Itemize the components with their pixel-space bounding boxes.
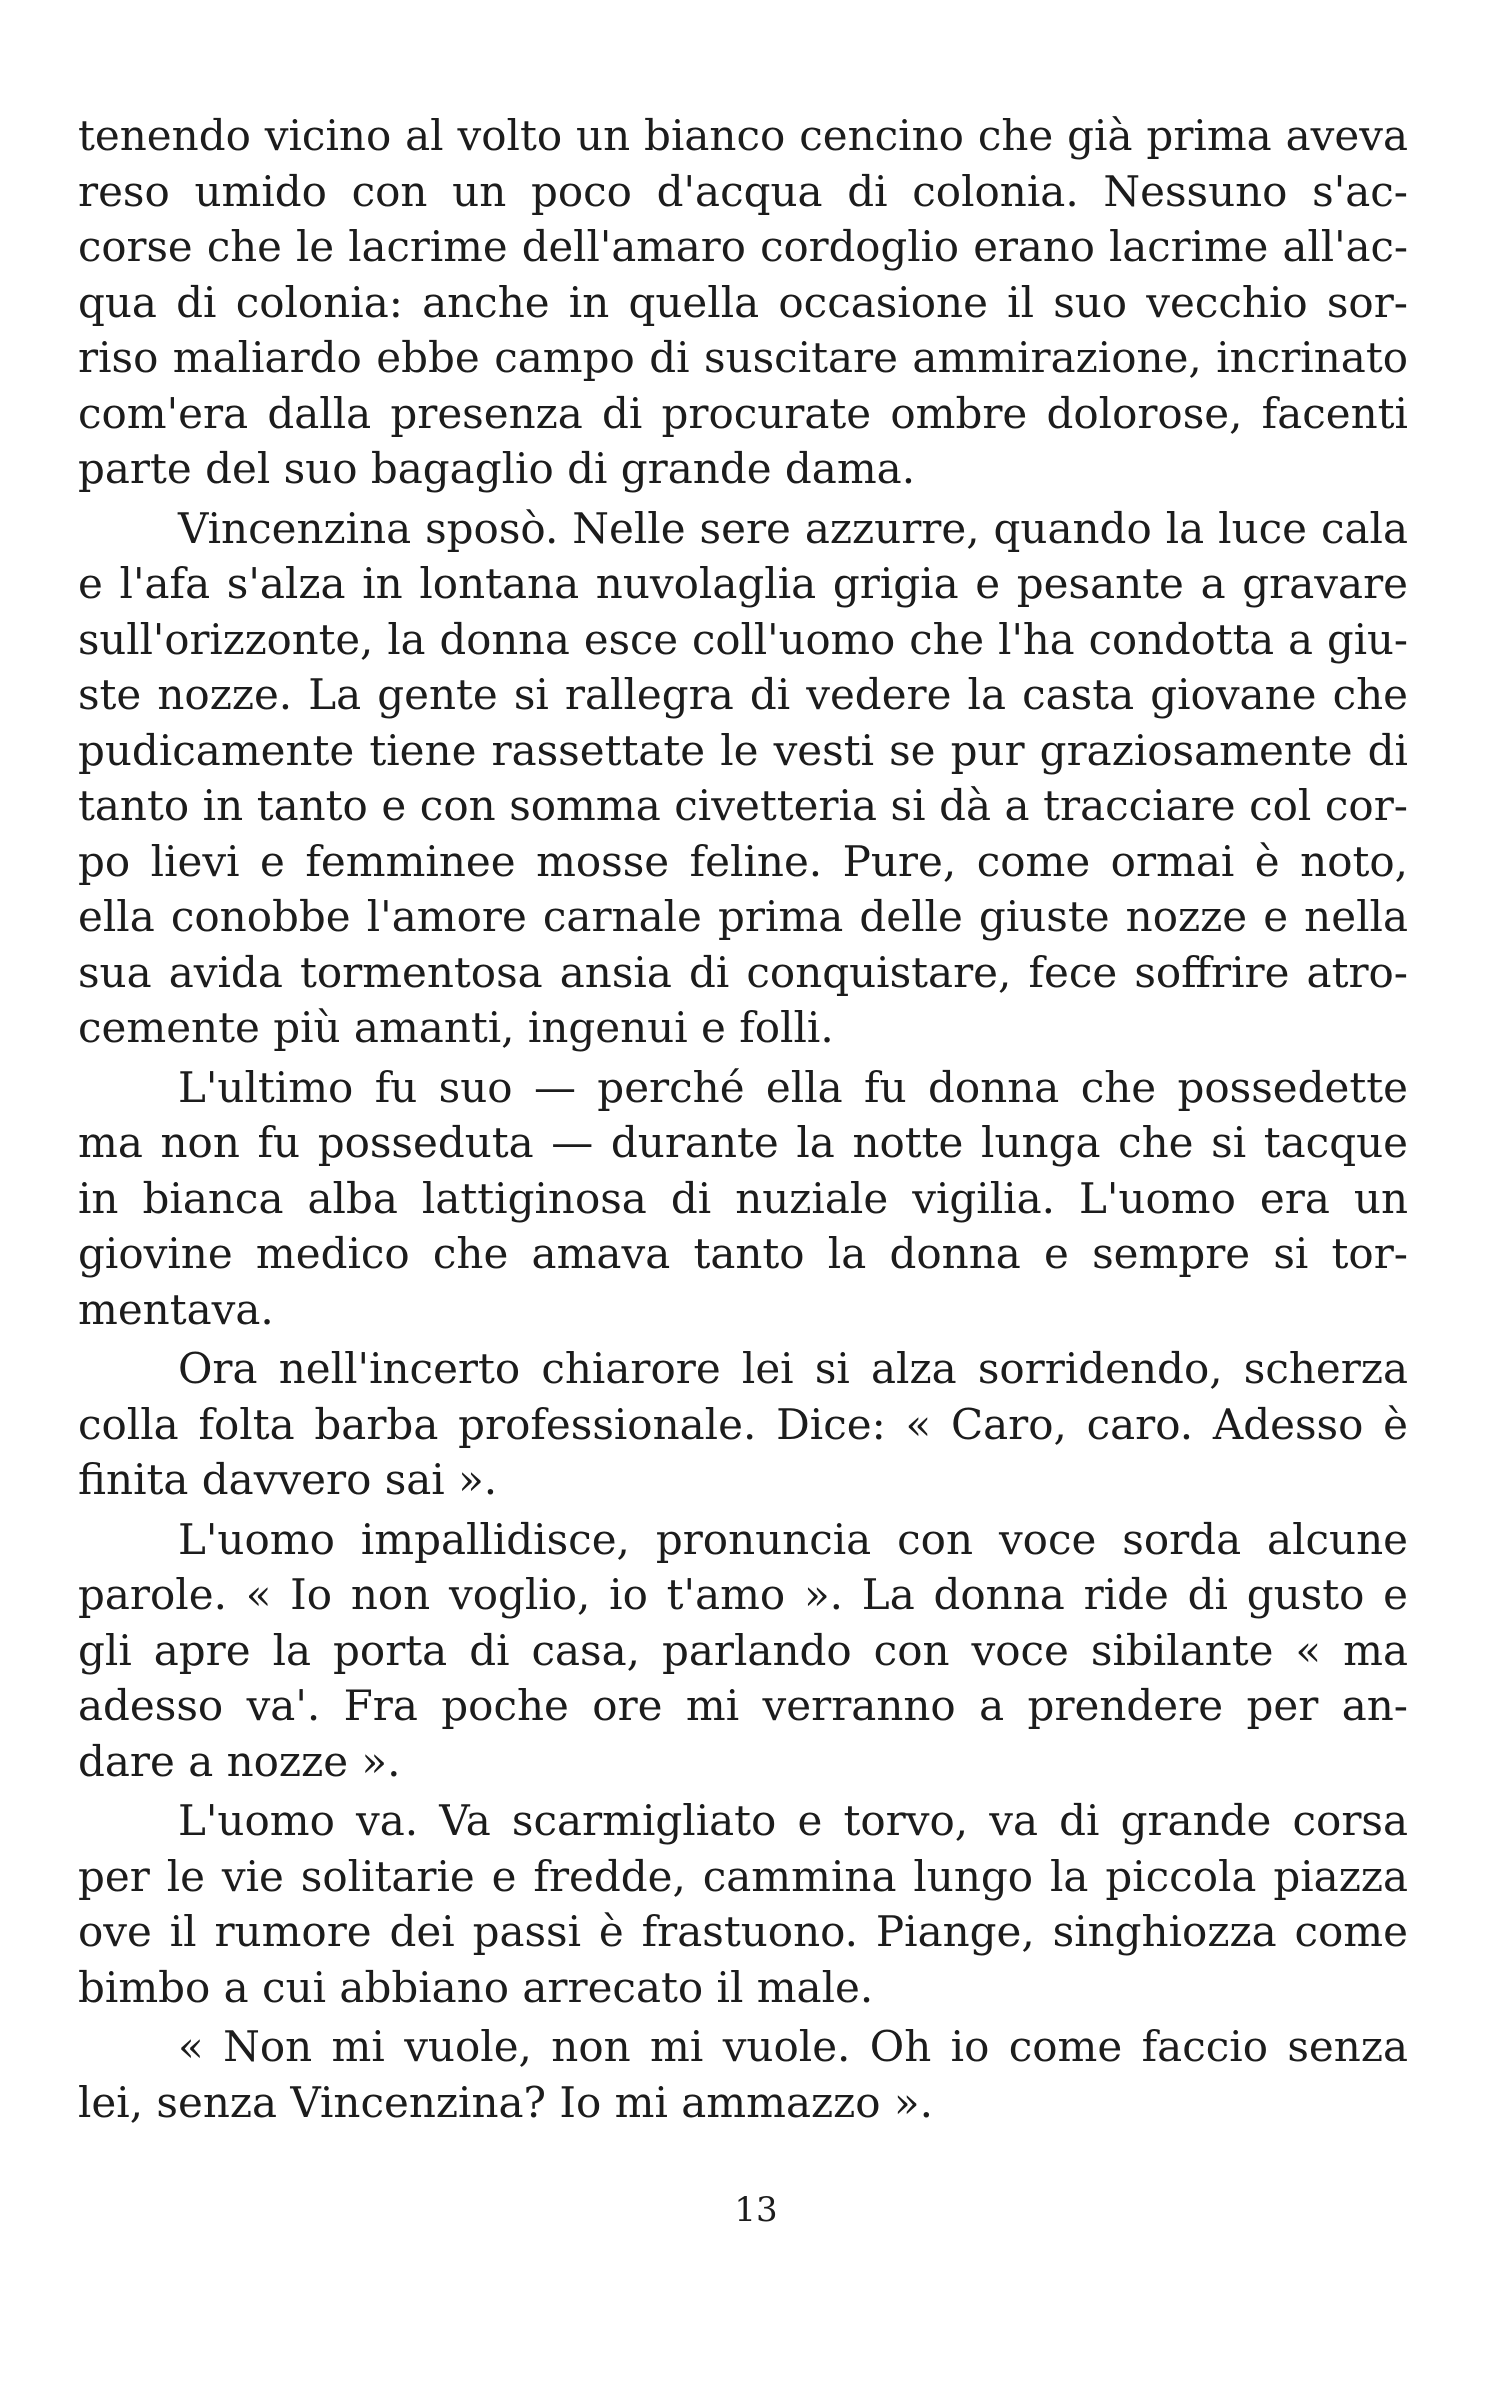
text-line: per le vie solitarie e fredde, cammina lungo la piccola piazza [78,1851,1408,1901]
text-line: mentava. [78,1284,274,1334]
paragraph-3 [78,1060,1408,1338]
text-line: Vincenzina sposò. Nelle sere azzurre, quando la luce cala [178,503,1408,553]
paragraph-2 [78,501,1408,1056]
text-line: corse che le lacrime dell'amaro cordoglio erano lacrime all'ac- [78,222,1408,271]
text-line: cemente più amanti, ingenui e folli. [78,1003,834,1052]
text-line: ella conobbe l'amore carnale prima delle giuste nozze e nella [78,892,1408,941]
text-line: dare a nozze ». [78,1736,401,1786]
text-line: L'ultimo fu suo — perché ella fu donna che possedette [178,1062,1408,1112]
text-line: sua avida tormentosa ansia di conquistare, fece soffrire atro- [78,947,1408,997]
text-line: po lievi e femminee mosse feline. Pure, come ormai è noto, [78,836,1408,886]
text-line: Ora nell'incerto chiarore lei si alza sorridendo, scherza [178,1344,1408,1393]
text-line: gli apre la porta di casa, parlando con voce sibilante « ma [78,1625,1408,1675]
text-line: tanto in tanto e con somma civetteria si dà a tracciare col cor- [78,781,1408,830]
text-line: ma non fu posseduta — durante la notte lunga che si tacque [78,1118,1408,1167]
text-line: colla folta barba professionale. Dice: « Caro, caro. Adesso è [78,1399,1408,1449]
text-line: reso umido con un poco d'acqua di colonia. Nessuno s'ac- [78,166,1408,216]
text-line: parole. « Io non voglio, io t'amo ». La donna ride di gusto e [78,1570,1408,1619]
text-line: L'uomo impallidisce, pronuncia con voce sorda alcune [178,1514,1408,1564]
paragraph-5 [78,1512,1408,1790]
text-line: « Non mi vuole, non mi vuole. Oh io come faccio senza [178,2022,1408,2071]
text-line: parte del suo bagaglio di grande dama. [78,444,916,493]
paragraph-4 [78,1341,1408,1508]
paragraph-6 [78,1793,1408,2015]
text-line: e l'afa s'alza in lontana nuvolaglia grigia e pesante a gravare [78,559,1408,608]
text-line: riso maliardo ebbe campo di suscitare ammirazione, incrinato [78,333,1408,382]
paragraph-7 [78,2019,1408,2130]
text-line: pudicamente tiene rassettate le vesti se pur graziosamente di [78,725,1408,775]
text-line: L'uomo va. Va scarmigliato e torvo, va di grande corsa [178,1796,1408,1845]
text-line: finita davvero sai ». [78,1455,498,1504]
text-line: ove il rumore dei passi è frastuono. Piange, singhiozza come [78,1907,1408,1956]
text-line: qua di colonia: anche in quella occasione il suo vecchio sor- [78,277,1408,327]
text-line: com'era dalla presenza di procurate ombre dolorose, facenti [78,388,1408,438]
text-line: sull'orizzonte, la donna esce coll'uomo che l'ha condotta a giu- [78,614,1408,664]
text-line: giovine medico che amava tanto la donna e sempre si tor- [78,1229,1408,1278]
text-line: in bianca alba lattiginosa di nuziale vigilia. L'uomo era un [78,1173,1408,1223]
text-line: adesso va'. Fra poche ore mi verranno a prendere per an- [78,1681,1408,1730]
page-number: 13 [734,2190,778,2230]
paragraph-1 [78,108,1408,497]
text-line: ste nozze. La gente si rallegra di vedere la casta giovane che [78,670,1408,719]
text-line: bimbo a cui abbiano arrecato il male. [78,1962,874,2012]
text-line: lei, senza Vincenzina? Io mi ammazzo ». [78,2077,933,2127]
text-line: tenendo vicino al volto un bianco cencino che già prima aveva [78,111,1408,160]
page-text [78,108,1408,2134]
